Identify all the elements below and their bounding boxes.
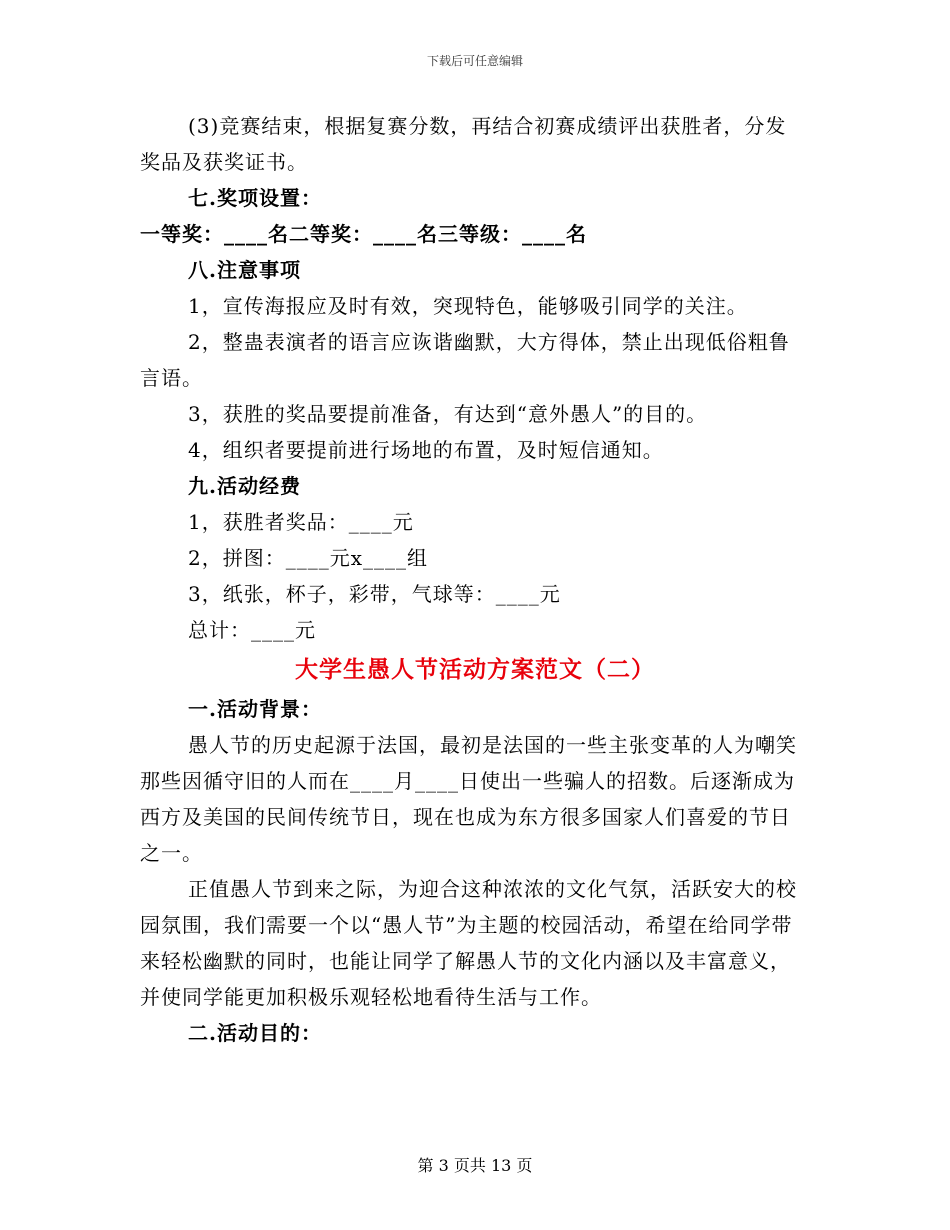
section-notes-heading: 八.注意事项 (188, 258, 301, 282)
notes-item-4: 4，组织者要提前进行场地的布置，及时短信通知。 (188, 438, 664, 462)
budget-total: 总计：____元 (188, 618, 316, 642)
competition-end-line-cont: 奖品及获奖证书。 (140, 150, 308, 174)
page-number-footer: 第 3 页共 13 页 (417, 1156, 533, 1175)
awards-line: 一等奖：____名二等奖：____名三等级：____名 (140, 222, 587, 246)
background-paragraph-2: 正值愚人节到来之际，为迎合这种浓浓的文化气氛，活跃安大的校园氛围，我们需要一个以“愚人节”为主题的校园活动，希望在给同学带来轻松幽默的同时，也能让同学了解愚人节的文化内涵以及丰富意义，并使同学能更加积极乐观轻松地看待生活与工作。 (140, 877, 797, 1009)
budget-item-1: 1，获胜者奖品：____元 (188, 510, 414, 534)
background-paragraph-1: 愚人节的历史起源于法国，最初是法国的一些主张变革的人为嘲笑那些因循守旧的人而在____月____日使出一些骗人的招数。后逐渐成为西方及美国的民间传统节日，现在也成为东方很多国家人们喜爱的节日之一。 (140, 733, 797, 865)
competition-end-line: (3)竞赛结束，根据复赛分数，再结合初赛成绩评出获胜者，分发 (188, 114, 787, 138)
notes-item-3: 3，获胜的奖品要提前准备，有达到“意外愚人”的目的。 (188, 402, 708, 426)
notes-item-2: 2，整蛊表演者的语言应诙谐幽默，大方得体，禁止出现低俗粗鲁 (188, 330, 790, 354)
background-heading: 一.活动背景： (188, 697, 322, 721)
document-2-title: 大学生愚人节活动方案范文（二） (295, 657, 655, 683)
document-body (140, 108, 810, 1051)
purpose-heading: 二.活动目的： (188, 1021, 322, 1045)
notes-item-2-cont: 言语。 (140, 366, 203, 390)
notes-item-1: 1，宣传海报应及时有效，突现特色，能够吸引同学的关注。 (188, 294, 748, 318)
budget-item-2: 2，拼图：____元x____组 (188, 546, 429, 570)
page-header: 下载后可任意编辑 (426, 54, 523, 68)
budget-item-3: 3，纸张，杯子，彩带，气球等：____元 (188, 582, 561, 606)
section-budget-heading: 九.活动经费 (188, 474, 301, 498)
section-awards-heading: 七.奖项设置： (188, 186, 322, 210)
